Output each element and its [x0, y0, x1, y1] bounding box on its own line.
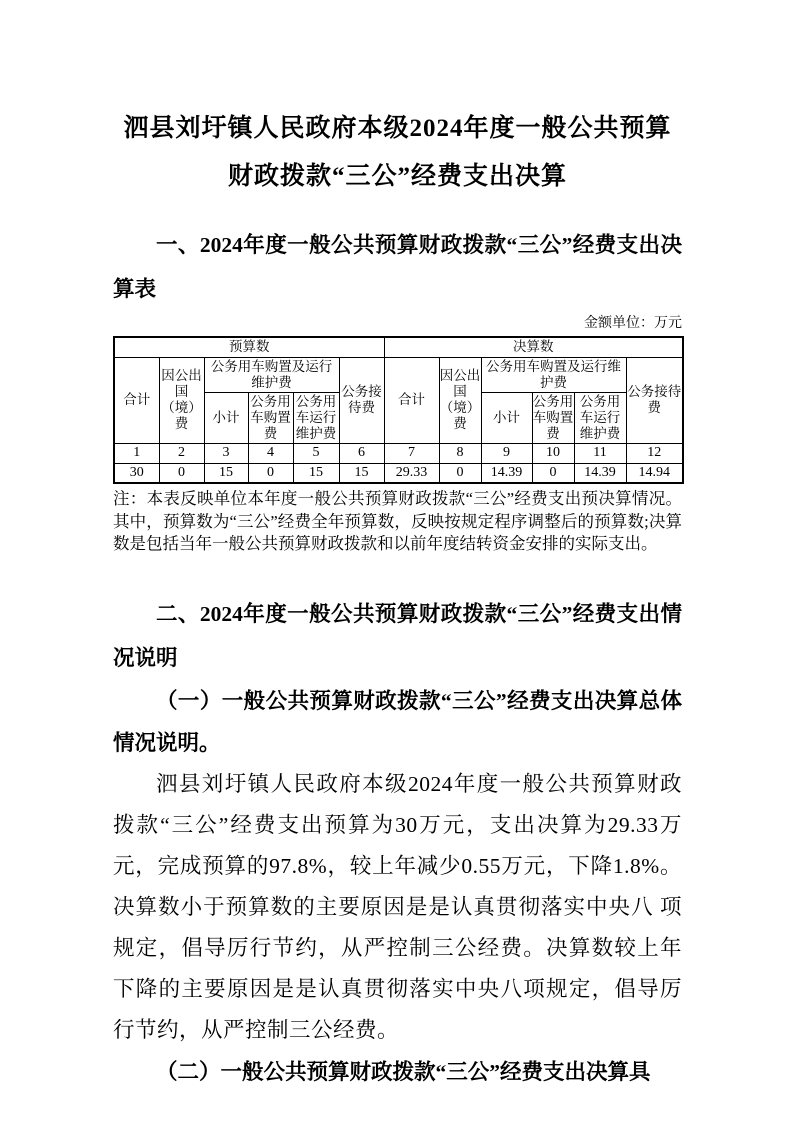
subsection-1-heading: （一）一般公共预算财政拨款“三公”经费支出决算总体情况说明。 — [113, 688, 682, 755]
budget-operation-header: 公务用车运行维护费 — [293, 392, 339, 443]
column-index: 11 — [574, 443, 626, 463]
budget-subtotal-header: 小计 — [204, 392, 248, 443]
section-1-heading: 一、2024年度一般公共预算财政拨款“三公”经费支出决算表 — [113, 233, 682, 301]
final-subtotal-header: 小计 — [481, 392, 532, 443]
three-public-expense-table — [113, 336, 684, 484]
final-abroad-value: 0 — [439, 463, 481, 483]
final-group-header: 决算数 — [384, 337, 683, 357]
final-total-header: 合计 — [384, 357, 439, 443]
column-index: 8 — [439, 443, 481, 463]
budget-operation-value: 15 — [293, 463, 339, 483]
column-index: 10 — [532, 443, 574, 463]
budget-reception-value: 15 — [339, 463, 384, 483]
column-index: 5 — [293, 443, 339, 463]
final-vehicle-header: 公务用车购置及运行维护费 — [481, 357, 626, 392]
final-operation-value: 14.39 — [574, 463, 626, 483]
table-column-index-row — [114, 443, 683, 463]
final-operation-header: 公务用车运行维护费 — [574, 392, 626, 443]
overview-paragraph: 泗县刘圩镇人民政府本级2024年度一般公共预算财政拨款“三公”经费支出预算为30万元，支出决算为29.33万元，完成预算的97.8%，较上年减少0.55万元，下降1.8%。决算数小于预算数的主要原因是是认真贯彻落实中央八 项规定，倡导厉行节约，从严控制三公经费。决算数较上年下降的主要原因是是认真贯彻落实中央八项规定，倡导厉 行节约，从严控制三公经费。 — [113, 771, 682, 1042]
budget-total-header: 合计 — [114, 357, 159, 443]
table-header-row-1 — [114, 357, 683, 392]
table-group-header-row — [114, 337, 683, 357]
final-abroad-header: 因公出国（境）费 — [439, 357, 481, 443]
final-purchase-header: 公务用车购置费 — [532, 392, 574, 443]
amount-unit-label: 金额单位：万元 — [584, 316, 682, 331]
final-total-value: 29.33 — [384, 463, 439, 483]
final-subtotal-value: 14.39 — [481, 463, 532, 483]
budget-total-value: 30 — [114, 463, 159, 483]
subsection-2-heading: （二）一般公共预算财政拨款“三公”经费支出决算具 — [156, 1059, 651, 1084]
final-reception-value: 14.94 — [626, 463, 683, 483]
budget-abroad-header: 因公出国（境）费 — [159, 357, 204, 443]
column-index: 9 — [481, 443, 532, 463]
table-data-row — [114, 463, 683, 483]
column-index: 7 — [384, 443, 439, 463]
budget-abroad-value: 0 — [159, 463, 204, 483]
final-purchase-value: 0 — [532, 463, 574, 483]
column-index: 12 — [626, 443, 683, 463]
column-index: 6 — [339, 443, 384, 463]
document-title: 泗县刘圩镇人民政府本级2024年度一般公共预算财政拨款“三公”经费支出决算 — [123, 115, 672, 190]
section-2-heading: 二、2024年度一般公共预算财政拨款“三公”经费支出情况说明 — [113, 601, 682, 670]
budget-subtotal-value: 15 — [204, 463, 248, 483]
budget-purchase-header: 公务用车购置费 — [248, 392, 293, 443]
budget-vehicle-header: 公务用车购置及运行维护费 — [204, 357, 339, 392]
column-index: 4 — [248, 443, 293, 463]
final-reception-header: 公务接待费 — [626, 357, 683, 443]
budget-purchase-value: 0 — [248, 463, 293, 483]
budget-reception-header: 公务接待费 — [339, 357, 384, 443]
column-index: 1 — [114, 443, 159, 463]
budget-group-header: 预算数 — [114, 337, 384, 357]
table-note: 注：本表反映单位本年度一般公共预算财政拨款“三公”经费支出预决算情况。其中，预算数为“三公”经费全年预算数，反映按规定程序调整后的预算数;决算数是包括当年一般公共预算财政拨款和以前年度结转资金安排的实际支出。 — [113, 489, 682, 553]
column-index: 2 — [159, 443, 204, 463]
column-index: 3 — [204, 443, 248, 463]
